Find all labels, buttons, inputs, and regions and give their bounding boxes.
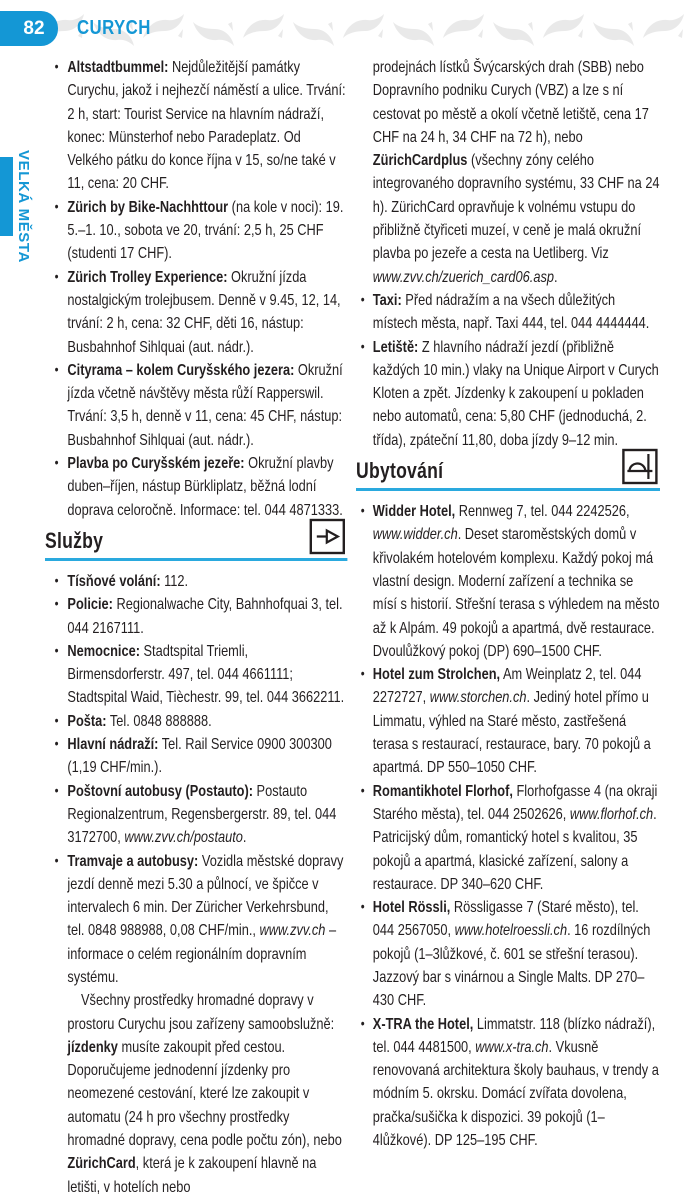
bullet-marker: • [54,571,59,588]
bold-text: Tramvaje a autobusy: [67,852,199,870]
text-run: Okružní jízda včetně návštěvy města růží Rapperswil. Trvání: 3,5 h, denně v 11, cena: 45 CHF, nástup: Busbahnhof Sihlquai (aut. nádr.). [67,361,343,449]
bold-text: Hotel Rössli, [372,899,451,917]
list-item [356,663,660,779]
list-item [45,733,347,780]
bullet-marker: • [54,595,59,612]
wave-glyph [442,14,485,46]
section-heading-ubytovani [356,457,660,491]
wave-glyph [492,14,535,46]
bold-text: Poštovní autobusy (Postauto): [67,782,254,800]
text-run: Regionalwache City, Bahnhofquai 3, tel. 044 2167111. [67,596,343,637]
bullet-marker: • [54,641,59,658]
text-run: (všechny zóny celého integrovaného dopravního systému, 33 CHF na 24 h). ZürichCard opravňuje k volnému vstupu do přibližně čtyřiceti muzeí, v ceně je malá okružní plavba po jezeře a cesta na Uetliberg. Viz [372,152,660,263]
text-run: Nejdůležitější památky Curychu, jakož i nejhezčí náměstí a ulice. Trvání: 2 h, start: Tourist Service na hlavním nádraží, konec: Münsterhof nebo Paradeplatz. Od Velkého pátku do konce října v 15, so/ne také v 11, cena: 20 CHF. [67,59,346,193]
bullet-marker: • [360,290,365,307]
list-item [356,500,660,663]
paragraph [67,989,347,1199]
bullet-marker: • [54,851,59,868]
text-run: Florhofgasse 4 (na okraji Starého města), tel. 044 2502626, [372,782,658,823]
list-item [45,359,347,452]
bold-text: Policie: [67,596,113,614]
text-run: Okružní plavby duben–říjen, nástup Bürkliplatz, běžná lodní doprava celoročně. Informace: tel. 044 4871333. [67,455,343,519]
wave-glyph [342,14,385,46]
bullet-marker: • [54,454,59,471]
paragraph [373,56,660,289]
bullet-marker: • [54,197,59,214]
italic-text: www.x-tra.ch [475,1038,549,1056]
sidebar-chapter-label: VELKÁ MĚSTA [15,150,32,263]
section-title: Ubytování [356,458,444,484]
list-item [45,56,347,196]
bullet-marker: • [360,337,365,354]
text-run: . 16 rozdílných pokojů (1–3lůžkové, č. 601 se střešní terasou). Jazzový bar s vinárnou a Single Malts. DP 270–430 CHF. [372,922,651,1010]
list-item [45,570,347,593]
italic-text: www.zvv.ch [259,922,326,940]
text-run: Postauto Regionalzentrum, Regensbergerstr. 89, tel. 044 3172700, [67,782,337,847]
text-run: . Patricijský dům, romantický hotel s kvalitou, 35 pokojů a apartmá, klasické zařízení, salony a restaurace. DP 340–620 CHF. [372,805,657,893]
italic-text: www.hotelroessli.ch [454,922,568,940]
list-item [45,640,347,710]
bed-icon [621,448,658,485]
list-item [45,266,347,359]
italic-text: www.florhof.ch [569,805,654,823]
bold-text: Hotel zum Strolchen, [372,666,501,684]
text-run: . [553,268,558,286]
bullet-marker: • [54,735,59,752]
page-title: CURYCH [77,17,151,39]
list-item [45,452,347,522]
bullet-list [45,570,347,989]
bullet-marker: • [360,502,365,519]
list-item [45,710,347,733]
wave-glyph [242,14,285,46]
bold-text: Letiště: [372,338,419,356]
text-run: Vozidla městské dopravy jezdí denně mezi 5.30 a půlnocí, ve špičce v intervalech 6 min. Der Züricher Verkehrsbund, tel. 0848 988988, 0,08 CHF/min., [67,852,344,940]
list-item [356,1013,660,1153]
bold-text: X-TRA the Hotel, [372,1015,474,1033]
list-item [45,780,347,850]
bold-text: Hlavní nádraží: [67,736,159,754]
italic-text: www.zvv.ch/zuerich_card06.asp [372,268,554,286]
bold-text: jízdenky [67,1038,118,1056]
section-title: Služby [45,527,104,553]
bullet-list [356,500,660,1152]
wave-glyph [592,14,635,46]
bullet-marker: • [54,711,59,728]
text-run: prodejnách lístků Švýcarských drah (SBB) nebo Dopravního podniku Curych (VBZ) a lze s ní cestovat po městě a okolí včetně letiště, cena 17 CHF na 24 h, 34 CHF na 72 h), nebo [372,59,649,146]
text-run: Rössligasse 7 (Staré město), tel. 044 2567050, [372,899,639,940]
text-run: . Deset staroměstských domů v křivolakém hotelovém komplexu. Každý pokoj má vlastní design. Moderní zařízení a technika se mísí s historií. Střešní terasa s výhledem na město až k Alpám. 49 pokojů a apartmá, dvě restaurace. Dvoulůžkový pokoj (DP) 690–1500 CHF. [372,526,660,660]
text-run: , která je k zakoupení hlavně na letišti, v hotelích nebo [67,1155,317,1196]
bullet-list [45,56,347,522]
text-run: Limmatstr. 118 (blízko nádraží), tel. 044 4481500, [372,1015,656,1056]
bullet-marker: • [54,58,59,74]
list-item [45,593,347,640]
text-run: . [242,829,247,847]
text-run: Okružní jízda nostalgickým trolejbusem. Denně v 9.45, 12, 14, trvání: 2 h, cena: 32 CHF, děti 16, nástup: Busbahnhof Sihlquai (aut. nádr.). [67,268,341,356]
bold-text: Tísňové volání: [67,572,161,590]
arrow-right-icon [309,518,346,555]
bullet-marker: • [54,360,59,377]
bold-text: Zürich Trolley Experience: [67,268,228,286]
bold-text: Widder Hotel, [372,503,456,521]
bullet-marker: • [360,1014,365,1031]
list-item [45,850,347,990]
text-run: (na kole v noci): 19. 5.–1. 10., sobota ve 20, trvání: 2,5 h, 25 CHF (studenti 17 CHF). [67,198,344,263]
wave-glyph [542,14,585,46]
bullet-marker: • [360,665,365,682]
text-run: Před nádražím a na všech důležitých místech města, např. Taxi 444, tel. 044 4444444. [372,291,650,333]
text-run: musíte zakoupit před cestou. Doporučujeme jednodenní jízdenky pro neomezené cestování, které lze zakoupit v automatu (24 h pro všechny prostředky hromadné dopravy, cena podle počtu zón), nebo [67,1038,342,1150]
text-run: 112. [160,572,189,590]
bold-text: Nemocnice: [67,642,140,660]
column-right [356,56,660,1152]
list-item [356,780,660,896]
wave-glyph [642,14,685,46]
page-number-badge [0,11,58,46]
list-item [356,896,660,1012]
text-run: Všechny prostředky hromadné dopravy v prostoru Curychu jsou zařízeny samoobslužně: [67,992,335,1033]
bold-text: Zürich by Bike-Nachhttour [67,198,229,216]
text-run: . Jediný hotel přímo u Limmatu, výhled na Staré město, zastřešená terasa s restaurací, restaurace, bary. 70 pokojů a apartmá. DP 550–1050 CHF. [372,689,651,777]
bold-text: Romantikhotel Florhof, [372,782,513,800]
bullet-marker: • [54,267,59,284]
column-left [45,56,347,1199]
page-number: 82 [23,17,45,39]
list-item [356,336,660,452]
bold-text: ZürichCardplus [372,152,468,170]
wave-glyph [292,14,335,46]
wave-glyph [392,14,435,46]
text-run: Stadtspital Triemli, Birmensdorferstr. 497, tel. 044 4661111; Stadtspital Waid, Tièchestr. 99, tel. 044 3662211. [67,642,345,707]
bullet-marker: • [360,898,365,915]
italic-text: www.widder.ch [372,526,458,544]
text-run: Tel. Rail Service 0900 300300 (1,19 CHF/min.). [67,736,332,777]
bold-text: ZürichCard [67,1155,136,1173]
bullet-marker: • [54,781,59,798]
italic-text: www.storchen.ch [429,689,527,707]
text-run: – informace o celém regionálním dopravním systému. [67,922,337,986]
text-run: Am Weinplatz 2, tel. 044 2272727, [372,666,642,707]
list-item [356,289,660,336]
sidebar-tab [0,157,13,236]
bold-text: Pošta: [67,712,107,730]
bullet-list [356,289,660,452]
bold-text: Altstadtbummel: [67,59,169,76]
text-run: . Vkusně renovovaná architektura školy bauhaus, v trendy a módním 5. okrsku. Domácí zvířata dovolena, pračka/sušička k dispozici. 39 pokojů (1–4lůžkové). DP 125–195 CHF. [372,1038,659,1150]
italic-text: www.zvv.ch/postauto [124,829,243,847]
list-item [45,196,347,266]
bullet-marker: • [360,781,365,798]
bold-text: Cityrama – kolem Curyšského jezera: [67,361,295,379]
text-run: Rennweg 7, tel. 044 2242526, [455,503,630,521]
text-run: Z hlavního nádraží jezdí (přibližně každých 10 min.) vlaky na Unique Airport v Curych Kloten a zpět. Jízdenky k zakoupení u pokladen nebo automatů, cena: 5,80 CHF (jednoduchá, 2. třída), zpáteční 11,80, doba jízdy 9–12 min. [372,338,659,449]
bold-text: Plavba po Curyšském jezeře: [67,455,245,473]
bold-text: Taxi: [372,291,402,309]
wave-glyph [192,14,235,46]
text-run: Tel. 0848 888888. [106,712,212,730]
section-heading-sluzby [45,527,347,561]
